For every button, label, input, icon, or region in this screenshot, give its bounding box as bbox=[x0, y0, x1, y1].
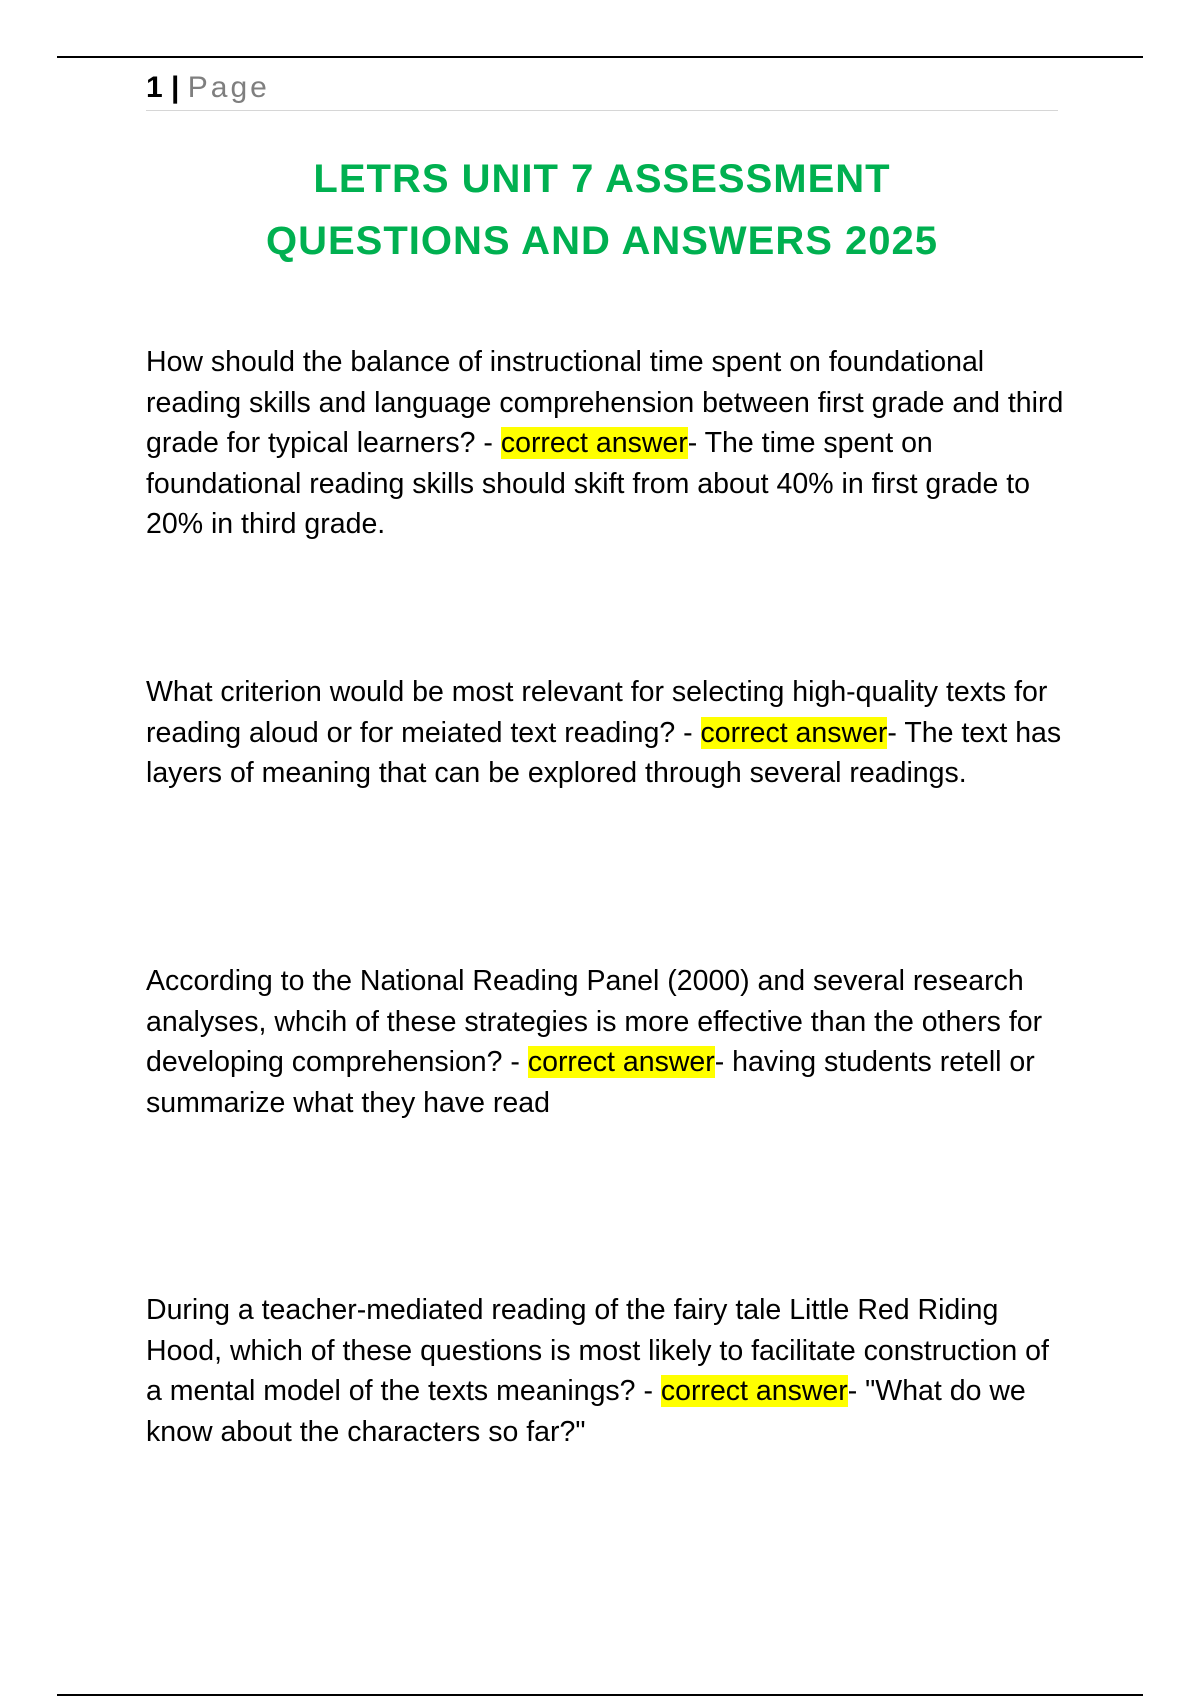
document-title bbox=[146, 148, 1058, 272]
question-text: According to the National Reading Panel (2000) and several research analyses, whcih of these strategies is more effective than the others for developing comprehension? - bbox=[146, 965, 1043, 1078]
top-rule bbox=[57, 56, 1143, 58]
qa-item-3 bbox=[146, 961, 1066, 1123]
answer-marker: correct answer bbox=[660, 1375, 848, 1407]
page-number: 1 bbox=[146, 71, 163, 104]
answer-text: - The text has layers of meaning that can be explored through several readings. bbox=[146, 716, 1062, 789]
page-header bbox=[146, 66, 1058, 111]
qa-item-1 bbox=[146, 342, 1066, 545]
page-label: Page bbox=[187, 71, 270, 104]
qa-item-2 bbox=[146, 672, 1066, 794]
answer-marker: correct answer bbox=[700, 716, 888, 749]
answer-marker: correct answer bbox=[500, 427, 688, 459]
title-line-2: QUESTIONS AND ANSWERS 2025 bbox=[265, 219, 939, 263]
question-text: How should the balance of instructional time spent on foundational reading skills and language comprehension between first grade and third grade for typical learners? - bbox=[146, 346, 1064, 459]
page-separator: | bbox=[162, 71, 188, 104]
question-text: What criterion would be most relevant for selecting high-quality texts for reading aloud or for meiated text reading? - bbox=[146, 676, 1048, 749]
bottom-rule bbox=[57, 1694, 1143, 1696]
answer-marker: correct answer bbox=[527, 1046, 715, 1078]
answer-text: - The time spent on foundational reading skills should skift from about 40% in first grade to 20% in third grade. bbox=[146, 427, 1030, 540]
answer-text: - "What do we know about the characters so far?" bbox=[146, 1375, 1026, 1448]
answer-text: - having students retell or summarize what they have read bbox=[146, 1046, 1035, 1119]
title-line-1: LETRS UNIT 7 ASSESSMENT bbox=[313, 157, 891, 201]
qa-item-4 bbox=[146, 1290, 1066, 1452]
question-text: During a teacher-mediated reading of the fairy tale Little Red Riding Hood, which of these questions is most likely to facilitate construction of a mental model of the texts meanings? - bbox=[146, 1294, 1049, 1407]
